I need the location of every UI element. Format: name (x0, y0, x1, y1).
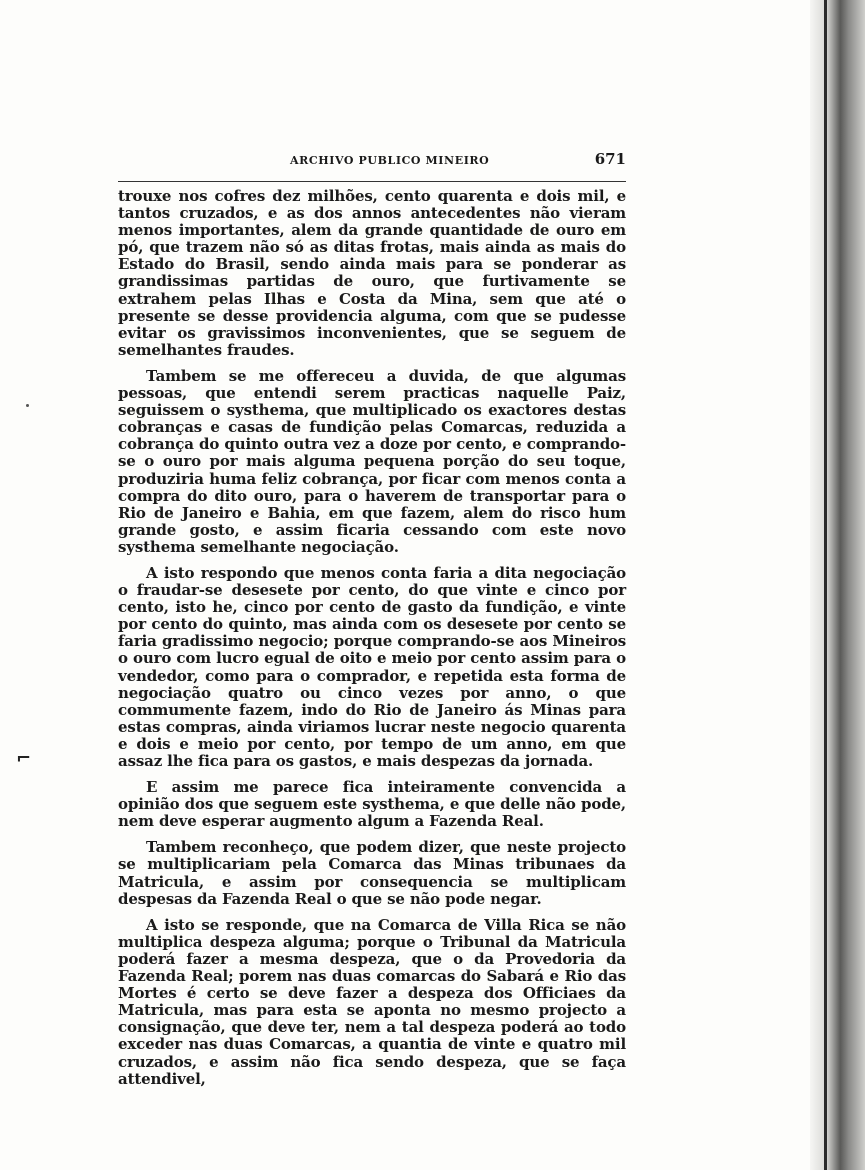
paragraph: trouxe nos cofres dez milhões, cento quarenta e dois mil, e tantos cruzados, e as dos annos antecedentes não vieram menos importantes, alem da grande quantidade de ouro em pó, que trazem não só as ditas frotas, mais ainda as mais do Estado do Brasil, sendo ainda mais para se ponderar as grandissimas partidas de ouro, que furtivamente se extrahem pelas Ilhas e Costa da Mina, sem que até o presente se desse providencia alguma, com que se pudesse evitar os gravissimos inconvenientes, que se seguem de semelhantes fraudes. (118, 187, 626, 359)
paragraph: A isto respondo que menos conta faria a dita negociação o fraudar-se desesete por cento, do que vinte e cinco por cento, isto he, cinco por cento de gasto da fundição, e vinte por cento do quinto, mas ainda com os desesete por cento se faria gradissimo negocio; porque comprando-se aos Mineiros o ouro com lucro egual de oito e meio por cento assim para o vendedor, como para o comprador, e repetida esta forma de negociação quatro ou cinco vezes por anno, o que commumente fazem, indo do Rio de Janeiro ás Minas para estas compras, ainda viriamos lucrar neste negocio quarenta e dois e meio por cento, por tempo de um anno, em que assaz lhe fica para os gastos, e mais despezas da jornada. (118, 563, 626, 770)
paragraph: A isto se responde, que na Comarca de Villa Rica se não multiplica despeza alguma; porque o Tribunal da Matricula poderá fazer a mesma despeza, que o da Provedoria da Fazenda Real; porem nas duas comarcas do Sabará e Rio das Mortes é certo se deve fazer a despeza dos Officiaes da Matricula, mas para esta se aponta no mesmo projecto a consignação, que deve ter, nem a tal despeza poderá ao todo exceder nas duas Comarcas, a quantia de vinte e quatro mil cruzados, e assim não fica sendo despeza, que se faça attendivel, (118, 915, 626, 1088)
header-rule (118, 181, 626, 182)
page-header (118, 150, 626, 178)
paragraph: E assim me parece fica inteiramente convencida a opinião dos que seguem este systhema, e que delle não pode, nem deve esperar augmento algum a Fazenda Real. (118, 778, 626, 831)
running-head: ARCHIVO PUBLICO MINEIRO (290, 154, 490, 167)
paragraph: Tambem reconheço, que podem dizer, que neste projecto se multiplicariam pela Comarca das Minas tribunaes da Matricula, e assim por consequencia se multiplicam despesas da Fazenda Real o que se não pode negar. (118, 838, 626, 908)
body-text (118, 188, 626, 1097)
paragraph: Tambem se me offereceu a duvida, de que algumas pessoas, que entendi serem practicas naquelle Paiz, seguissem o systhema, que multiplicado os exactores destas cobranças e casas de fundição pelas Comarcas, reduzida a cobrança do quinto outra vez a doze por cento, e comprando-se o ouro por mais alguma pequena porção do seu toque, produziria huma feliz cobrança, por ficar com menos conta a compra do dito ouro, para o haverem de transportar para o Rio de Janeiro e Bahia, em que fazem, alem do risco hum grande gosto, e assim ficaria cessando com este novo systhema semelhante negociação. (118, 366, 626, 556)
margin-speck (26, 404, 29, 407)
page-number: 671 (594, 150, 626, 168)
binding-shadow-line (824, 0, 827, 1170)
margin-mark: ⌐ (16, 748, 32, 769)
page-binding-edge (810, 0, 865, 1170)
